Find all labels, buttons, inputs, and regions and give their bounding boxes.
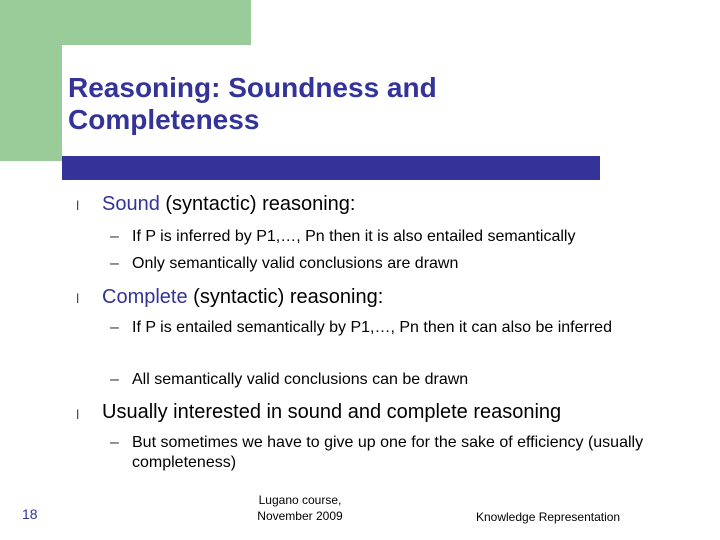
footer-subject: Knowledge Representation bbox=[476, 510, 621, 524]
bullet-complete bbox=[102, 285, 383, 309]
bullet-complete-rest: (syntactic) reasoning: bbox=[187, 286, 384, 308]
slide-number: 18 bbox=[22, 506, 38, 522]
dash-marker: – bbox=[110, 255, 119, 272]
sub-bullet-sound-2: Only semantically valid conclusions are drawn bbox=[132, 255, 459, 272]
bullet-sound bbox=[102, 192, 355, 216]
bullet-usually: Usually interested in sound and complete reasoning bbox=[102, 401, 562, 423]
dash-marker: – bbox=[110, 319, 119, 336]
sub-bullet-sound-1: If P is inferred by P1,…, Pn then it is also entailed semantically bbox=[132, 228, 576, 245]
sub-bullet-complete-2: All semantically valid conclusions can be drawn bbox=[132, 371, 469, 388]
title-underline-bar bbox=[62, 156, 600, 180]
dash-marker: – bbox=[110, 228, 119, 245]
bullet-sound-lead: Sound bbox=[102, 193, 160, 215]
dash-marker: – bbox=[110, 371, 119, 388]
sub-bullet-usually-1: But sometimes we have to give up one for the sake of efficiency (usually completeness) bbox=[132, 434, 644, 471]
dash-marker: – bbox=[110, 434, 119, 451]
slide-title: Reasoning: Soundness and Completeness bbox=[68, 72, 437, 135]
bullet-sound-rest: (syntactic) reasoning: bbox=[159, 193, 356, 215]
footer-course: Lugano course, November 2009 bbox=[257, 493, 343, 523]
sub-bullet-complete-1: If P is entailed semantically by P1,…, Pn then it can also be inferred bbox=[132, 319, 612, 336]
bullet-complete-lead: Complete bbox=[102, 286, 188, 308]
